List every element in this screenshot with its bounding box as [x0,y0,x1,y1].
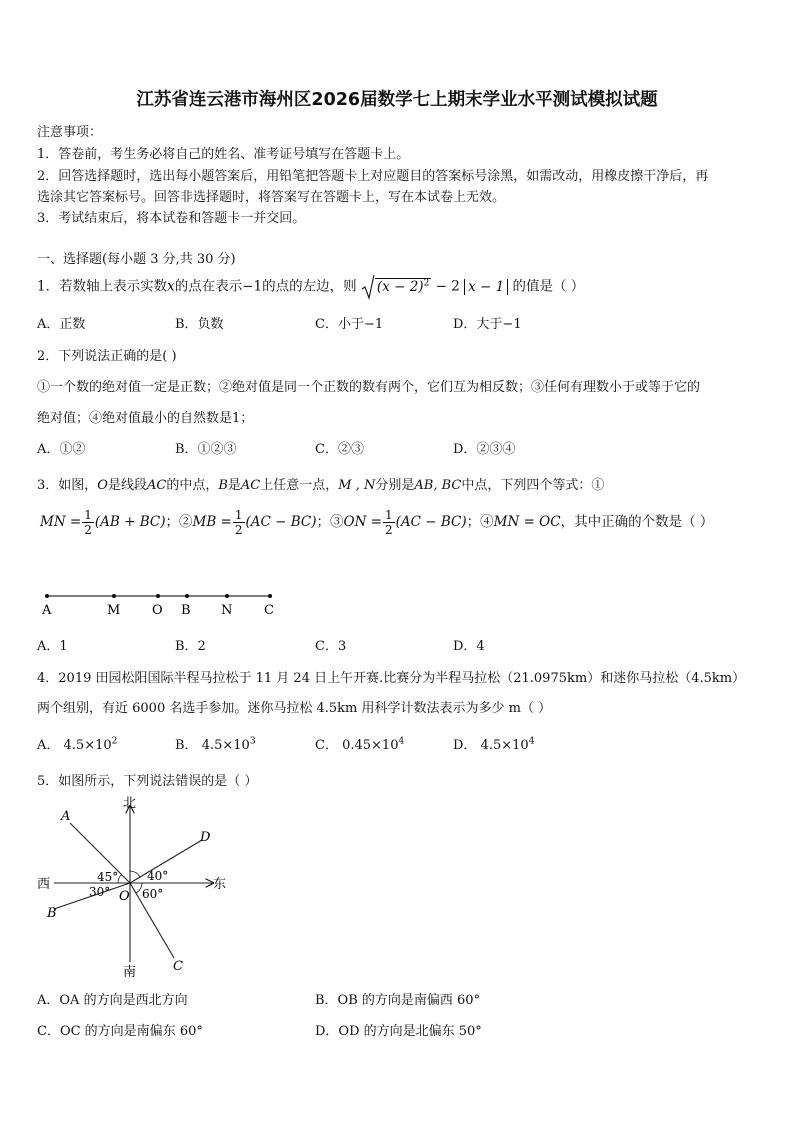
label-c: C [173,959,183,974]
q4-option-c[interactable]: C． $0.45\times 10^4$ [315,736,405,753]
point-b [181,594,191,618]
q1-text-pre: 1．若数轴上表示实数 [37,278,168,295]
q1-sqrt-expression: $(x - 2)^2 - 2$ x − 1 [361,274,508,300]
question-3-stem: 3．如图，O是线段AC的中点，B是AC上任意一点，M , N分别是AB, BC中点，下列四个等式：① [37,478,605,493]
q3-equations: MN = $\frac{1}{2}$ (AB + BC)；②MB = $\frac{1}{2}$ (AC − BC)；③ON = $\frac{1}{2}$ (AC − BC)；④MN = OC，其中正确的个数是（ ） [40,508,714,537]
question-2-stem: 2．下列说法正确的是( ) [37,349,177,364]
notice-item-3: 3．考试结束后，将本试卷和答题卡一并交回。 [37,211,306,226]
angle-arc-40 [130,871,140,877]
q1-option-d[interactable]: D．大于−1 [453,317,522,332]
q2-option-d[interactable]: D．②③④ [453,442,516,457]
notice-heading: 注意事项： [37,125,103,140]
q1-neg-one: −1 [242,278,263,295]
q1-option-c[interactable]: C．小于−1 [315,317,384,332]
angle-label-45: 45° [97,870,119,884]
q3-segment-figure [37,588,287,620]
svg-text:M: M [107,603,121,618]
angle-arc-45 [118,875,122,884]
q1-absolute-value: x − 1 [464,279,508,295]
svg-text:A: A [42,603,52,618]
q3-option-a[interactable]: A．1 [37,639,68,654]
notice-item-2: 2．回答选择题时，选出每小题答案后，用铅笔把答题卡上对应题目的答案标号涂黑，如需改动，用橡皮擦干净后，再 [37,169,709,184]
angle-label-40: 40° [147,869,169,883]
sqrt-icon [361,274,375,300]
q1-option-b[interactable]: B．负数 [175,317,224,332]
q2-option-b[interactable]: B．①②③ [175,442,237,457]
label-b: B [47,906,57,921]
q5-option-c[interactable]: C．OC 的方向是南偏东 60° [37,1024,203,1039]
label-d: D [200,830,211,845]
svg-text:B: B [181,603,191,618]
q1-var-x: x [167,278,175,295]
q5-option-d[interactable]: D．OD 的方向是北偏东 50° [315,1024,482,1039]
q2-statements-line-1: ①一个数的绝对值一定是正数；②绝对值是同一个正数的数有两个，它们互为相反数；③任何有理数小于或等于它的 [37,380,701,395]
q2-option-a[interactable]: A．①② [37,442,86,457]
q1-option-a[interactable]: A．正数 [37,317,86,332]
notice-item-1: 1．答卷前，考生务必将自己的姓名、准考证号填写在答题卡上。 [37,147,410,162]
q3-option-d[interactable]: D．4 [453,639,485,654]
question-4-line-1: 4．2019 田园松阳国际半程马拉松于 11 月 24 日上午开赛.比赛分为半程马拉松（21.0975km）和迷你马拉松（4.5km） [37,671,746,686]
label-a: A [61,809,71,824]
q1-text-mid: 的点在表示 [174,278,243,295]
label-o: O [119,889,130,904]
point-a [41,594,52,618]
point-c [264,594,274,618]
q2-statements-line-2: 绝对值；④绝对值最小的自然数是1； [37,411,254,426]
angle-label-60: 60° [142,887,164,901]
south-label: 南 [123,965,137,980]
question-5-stem: 5．如图所示，下列说法错误的是（ ） [37,774,258,789]
fraction-one-half: $\frac{1}{2}$ [385,508,393,537]
fraction-one-half: $\frac{1}{2}$ [84,508,92,537]
notice-item-2-cont: 选涂其它答案标号。回答非选择题时，将答案写在答题卡上，写在本试卷上无效。 [37,190,506,205]
section-heading: 一、选择题(每小题 3 分,共 30 分) [37,252,236,267]
q1-text-post: 的点的左边，则 [262,278,357,295]
q4-option-b[interactable]: B． $4.5\times 10^3$ [175,736,256,753]
page-title: 江苏省连云港市海州区2026届数学七上期末学业水平测试模拟试题 [136,90,658,110]
q1-radicand: $(x - 2)^2$ [376,278,430,295]
q5-compass-figure [30,792,240,982]
q4-option-a[interactable]: A． $4.5\times 10^2$ [37,736,118,753]
svg-text:N: N [221,603,233,618]
point-n [221,594,232,618]
q5-option-b[interactable]: B．OB 的方向是南偏西 60° [315,993,481,1008]
q4-option-d[interactable]: D． $4.5\times 10^4$ [453,736,535,753]
north-label: 北 [123,796,137,811]
q1-text-tail: 的值是（ ） [512,278,585,295]
west-label: 西 [37,877,51,892]
point-o [152,594,163,618]
svg-text:O: O [152,603,163,618]
angle-label-30: 30° [89,885,111,899]
q2-option-c[interactable]: C．②③ [315,442,364,457]
svg-text:C: C [264,603,274,618]
point-m [107,594,120,618]
q3-option-b[interactable]: B．2 [175,639,206,654]
q3-option-c[interactable]: C．3 [315,639,347,654]
east-label: 东 [213,877,227,892]
q5-option-a[interactable]: A．OA 的方向是西北方向 [37,993,188,1008]
fraction-one-half: $\frac{1}{2}$ [234,508,243,537]
question-1-stem [37,274,584,300]
question-4-line-2: 两个组别，有近 6000 名选手参加。迷你马拉松 4.5km 用科学计数法表示为多少 m（ ） [37,701,552,716]
